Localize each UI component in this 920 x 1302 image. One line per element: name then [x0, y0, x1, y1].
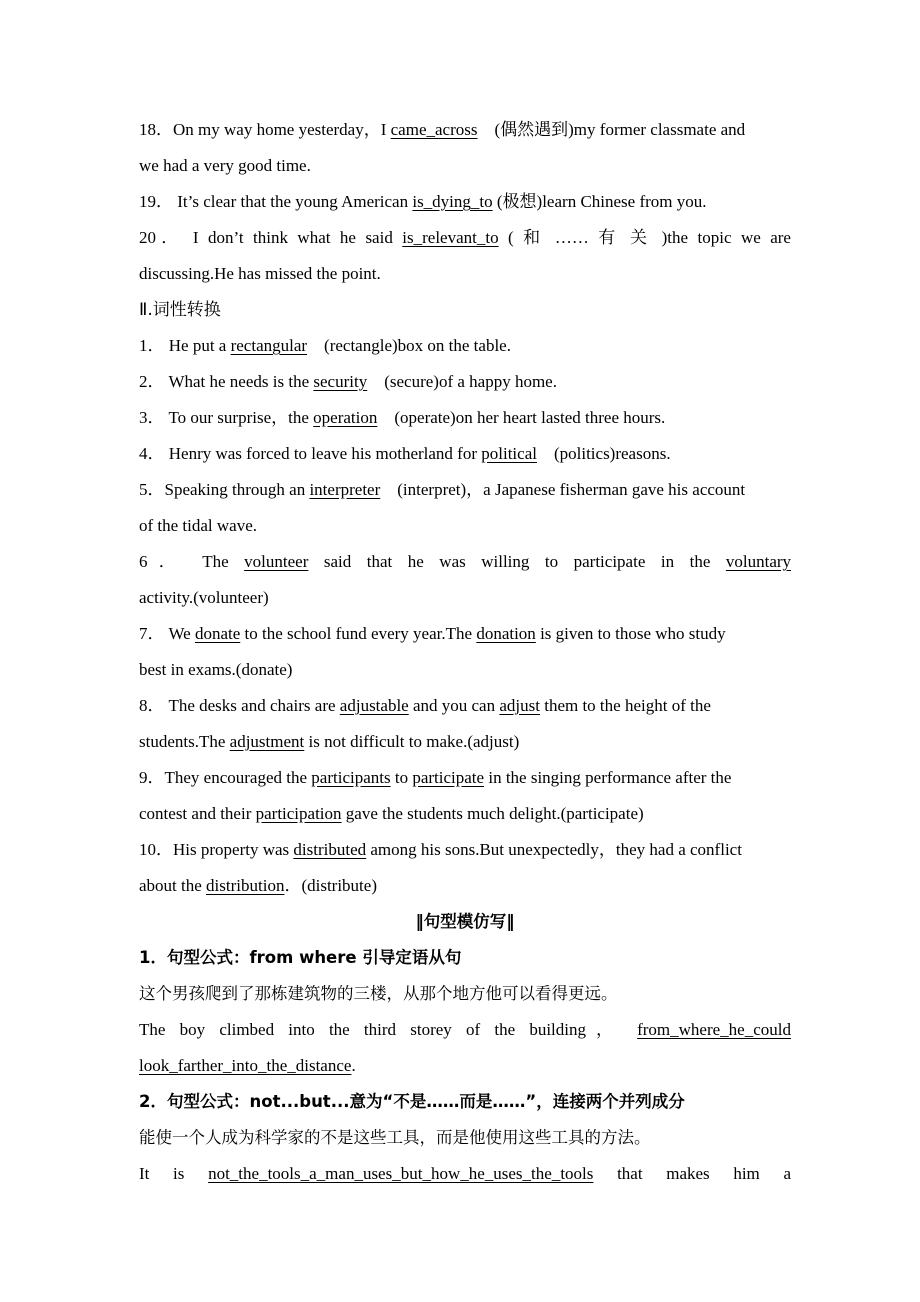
item-text: (politics)reasons.: [536, 444, 671, 463]
answer-blank: political: [481, 444, 537, 463]
item-number: 6．: [139, 552, 188, 571]
item-text: On my way home yesterday，I: [173, 120, 391, 139]
item-text: What he needs is the: [164, 372, 314, 391]
item-text: I don’t think what he said: [183, 228, 403, 247]
item-text: activity.(volunteer): [139, 588, 269, 607]
item-6-line-2: [139, 580, 791, 616]
item-text: (rectangle)box on the table.: [307, 336, 511, 355]
answer-blank: adjustable: [339, 696, 409, 715]
item-text: (极想)learn Chinese from you.: [492, 192, 707, 211]
item-text: them to the height of the: [539, 696, 711, 715]
item-5-line-1: [139, 472, 791, 508]
item-text: Speaking through an: [164, 480, 310, 499]
item-text: To our surprise，the: [164, 408, 314, 427]
pattern-1-chinese: 这个男孩爬到了那栋建筑物的三楼，从那个地方他可以看得更远。: [139, 984, 618, 1003]
item-text: The: [187, 552, 245, 571]
item-text: Henry was forced to leave his motherland for: [164, 444, 482, 463]
item-text: His property was: [173, 840, 294, 859]
section-3-title: ‖句型模仿写‖: [415, 912, 515, 931]
item-20-line-1: [139, 220, 791, 256]
answer-blank: security: [313, 372, 368, 391]
item-text: contest and their: [139, 804, 256, 823]
item-text: we had a very good time.: [139, 156, 311, 175]
answer-blank: voluntary: [725, 552, 791, 571]
answer-blank: distribution: [206, 876, 285, 895]
item-text: discussing.He has missed the point.: [139, 264, 381, 283]
item-number: 10．: [139, 840, 173, 859]
item-9-line-2: [139, 796, 791, 832]
pattern-1-label: 1．句型公式：from where 引导定语从句: [139, 948, 462, 967]
pattern-2-label: 2．句型公式：not...but...意为“不是……而是……”，连接两个并列成分: [139, 1092, 685, 1111]
item-8-line-1: [139, 688, 791, 724]
answer-blank: look_farther_into_the_distance: [139, 1056, 352, 1075]
item-number: 19．: [139, 192, 173, 211]
item-number: 4．: [139, 444, 165, 463]
item-5-line-2: [139, 508, 791, 544]
answer-blank: not_the_tools_a_man_uses_but_how_he_uses_the_tools: [208, 1164, 594, 1183]
item-7-line-1: [139, 616, 791, 652]
item-text: among his sons.But unexpectedly，they had a conflict: [366, 840, 742, 859]
item-7-line-2: [139, 652, 791, 688]
item-number: 20．: [139, 228, 184, 247]
answer-blank: is_dying_to: [412, 192, 493, 211]
pattern-2-chinese: 能使一个人成为科学家的不是这些工具，而是他使用这些工具的方法。: [139, 1128, 651, 1147]
item-text: It’s clear that the young American: [173, 192, 413, 211]
item-text: in the singing performance after the: [484, 768, 732, 787]
answer-blank: from_where_he_could: [637, 1020, 791, 1039]
item-text: about the: [139, 876, 207, 895]
item-6-line-1: [139, 544, 791, 580]
item-number: 1．: [139, 336, 165, 355]
answer-blank: participation: [255, 804, 342, 823]
item-text: gave the students much delight.(participate): [341, 804, 644, 823]
worksheet-page: [139, 112, 791, 1192]
item-text: ．(distribute): [284, 876, 377, 895]
answer-blank: adjust: [499, 696, 540, 715]
item-number: 7．: [139, 624, 165, 643]
answer-blank: is_relevant_to: [402, 228, 499, 247]
item-text: He put a: [164, 336, 231, 355]
item-4: [139, 436, 791, 472]
item-text: The boy climbed into the third storey of the building，: [139, 1020, 623, 1039]
answer-blank: came_across: [390, 120, 478, 139]
item-1: [139, 328, 791, 364]
item-8-line-2: [139, 724, 791, 760]
item-20-line-2: [139, 256, 791, 292]
answer-blank: donation: [476, 624, 536, 643]
item-text: best in exams.(donate): [139, 660, 293, 679]
item-10-line-1: [139, 832, 791, 868]
item-text: (偶然遇到)my former classmate and: [477, 120, 746, 139]
item-number: 18．: [139, 120, 173, 139]
section-2-title: Ⅱ.词性转换: [139, 300, 221, 320]
answer-blank: operation: [313, 408, 378, 427]
item-text: (secure)of a happy home.: [367, 372, 557, 391]
item-19-line-1: [139, 184, 791, 220]
item-text: is not difficult to make.(adjust): [304, 732, 520, 751]
item-text: (interpret)，a Japanese fisherman gave his account: [380, 480, 746, 499]
answer-blank: volunteer: [244, 552, 309, 571]
pattern-1-english-line-1: [139, 1012, 791, 1048]
answer-blank: participants: [311, 768, 391, 787]
item-text: They encouraged the: [164, 768, 312, 787]
item-2: [139, 364, 791, 400]
item-number: 9．: [139, 768, 165, 787]
answer-blank: donate: [194, 624, 241, 643]
item-text: The desks and chairs are: [164, 696, 340, 715]
item-10-line-2: [139, 868, 791, 904]
item-text: of the tidal wave.: [139, 516, 258, 535]
item-text: It is: [139, 1164, 209, 1183]
item-3: [139, 400, 791, 436]
answer-blank: distributed: [293, 840, 367, 859]
item-text: is given to those who study: [535, 624, 726, 643]
answer-blank: interpreter: [309, 480, 381, 499]
item-text: said that he was willing to participate in the: [308, 552, 726, 571]
pattern-1-english-line-2: [139, 1048, 791, 1084]
item-text: and you can: [408, 696, 500, 715]
item-text: to: [390, 768, 413, 787]
answer-blank: adjustment: [229, 732, 305, 751]
item-18-line-2: [139, 148, 791, 184]
item-number: 2．: [139, 372, 165, 391]
item-number: 3．: [139, 408, 165, 427]
item-text: that makes him a: [593, 1164, 791, 1183]
item-number: 8．: [139, 696, 165, 715]
item-text: to the school fund every year.The: [240, 624, 477, 643]
item-text: ( 和 …… 有 关 )the topic we are: [498, 228, 791, 247]
answer-blank: participate: [412, 768, 485, 787]
item-18-line-1: [139, 112, 791, 148]
item-number: 5．: [139, 480, 165, 499]
item-text: (operate)on her heart lasted three hours.: [377, 408, 666, 427]
item-9-line-1: [139, 760, 791, 796]
item-text: .: [351, 1056, 356, 1075]
answer-blank: rectangular: [230, 336, 308, 355]
item-text: We: [164, 624, 195, 643]
item-text: students.The: [139, 732, 230, 751]
pattern-2-english-line-1: [139, 1156, 791, 1192]
